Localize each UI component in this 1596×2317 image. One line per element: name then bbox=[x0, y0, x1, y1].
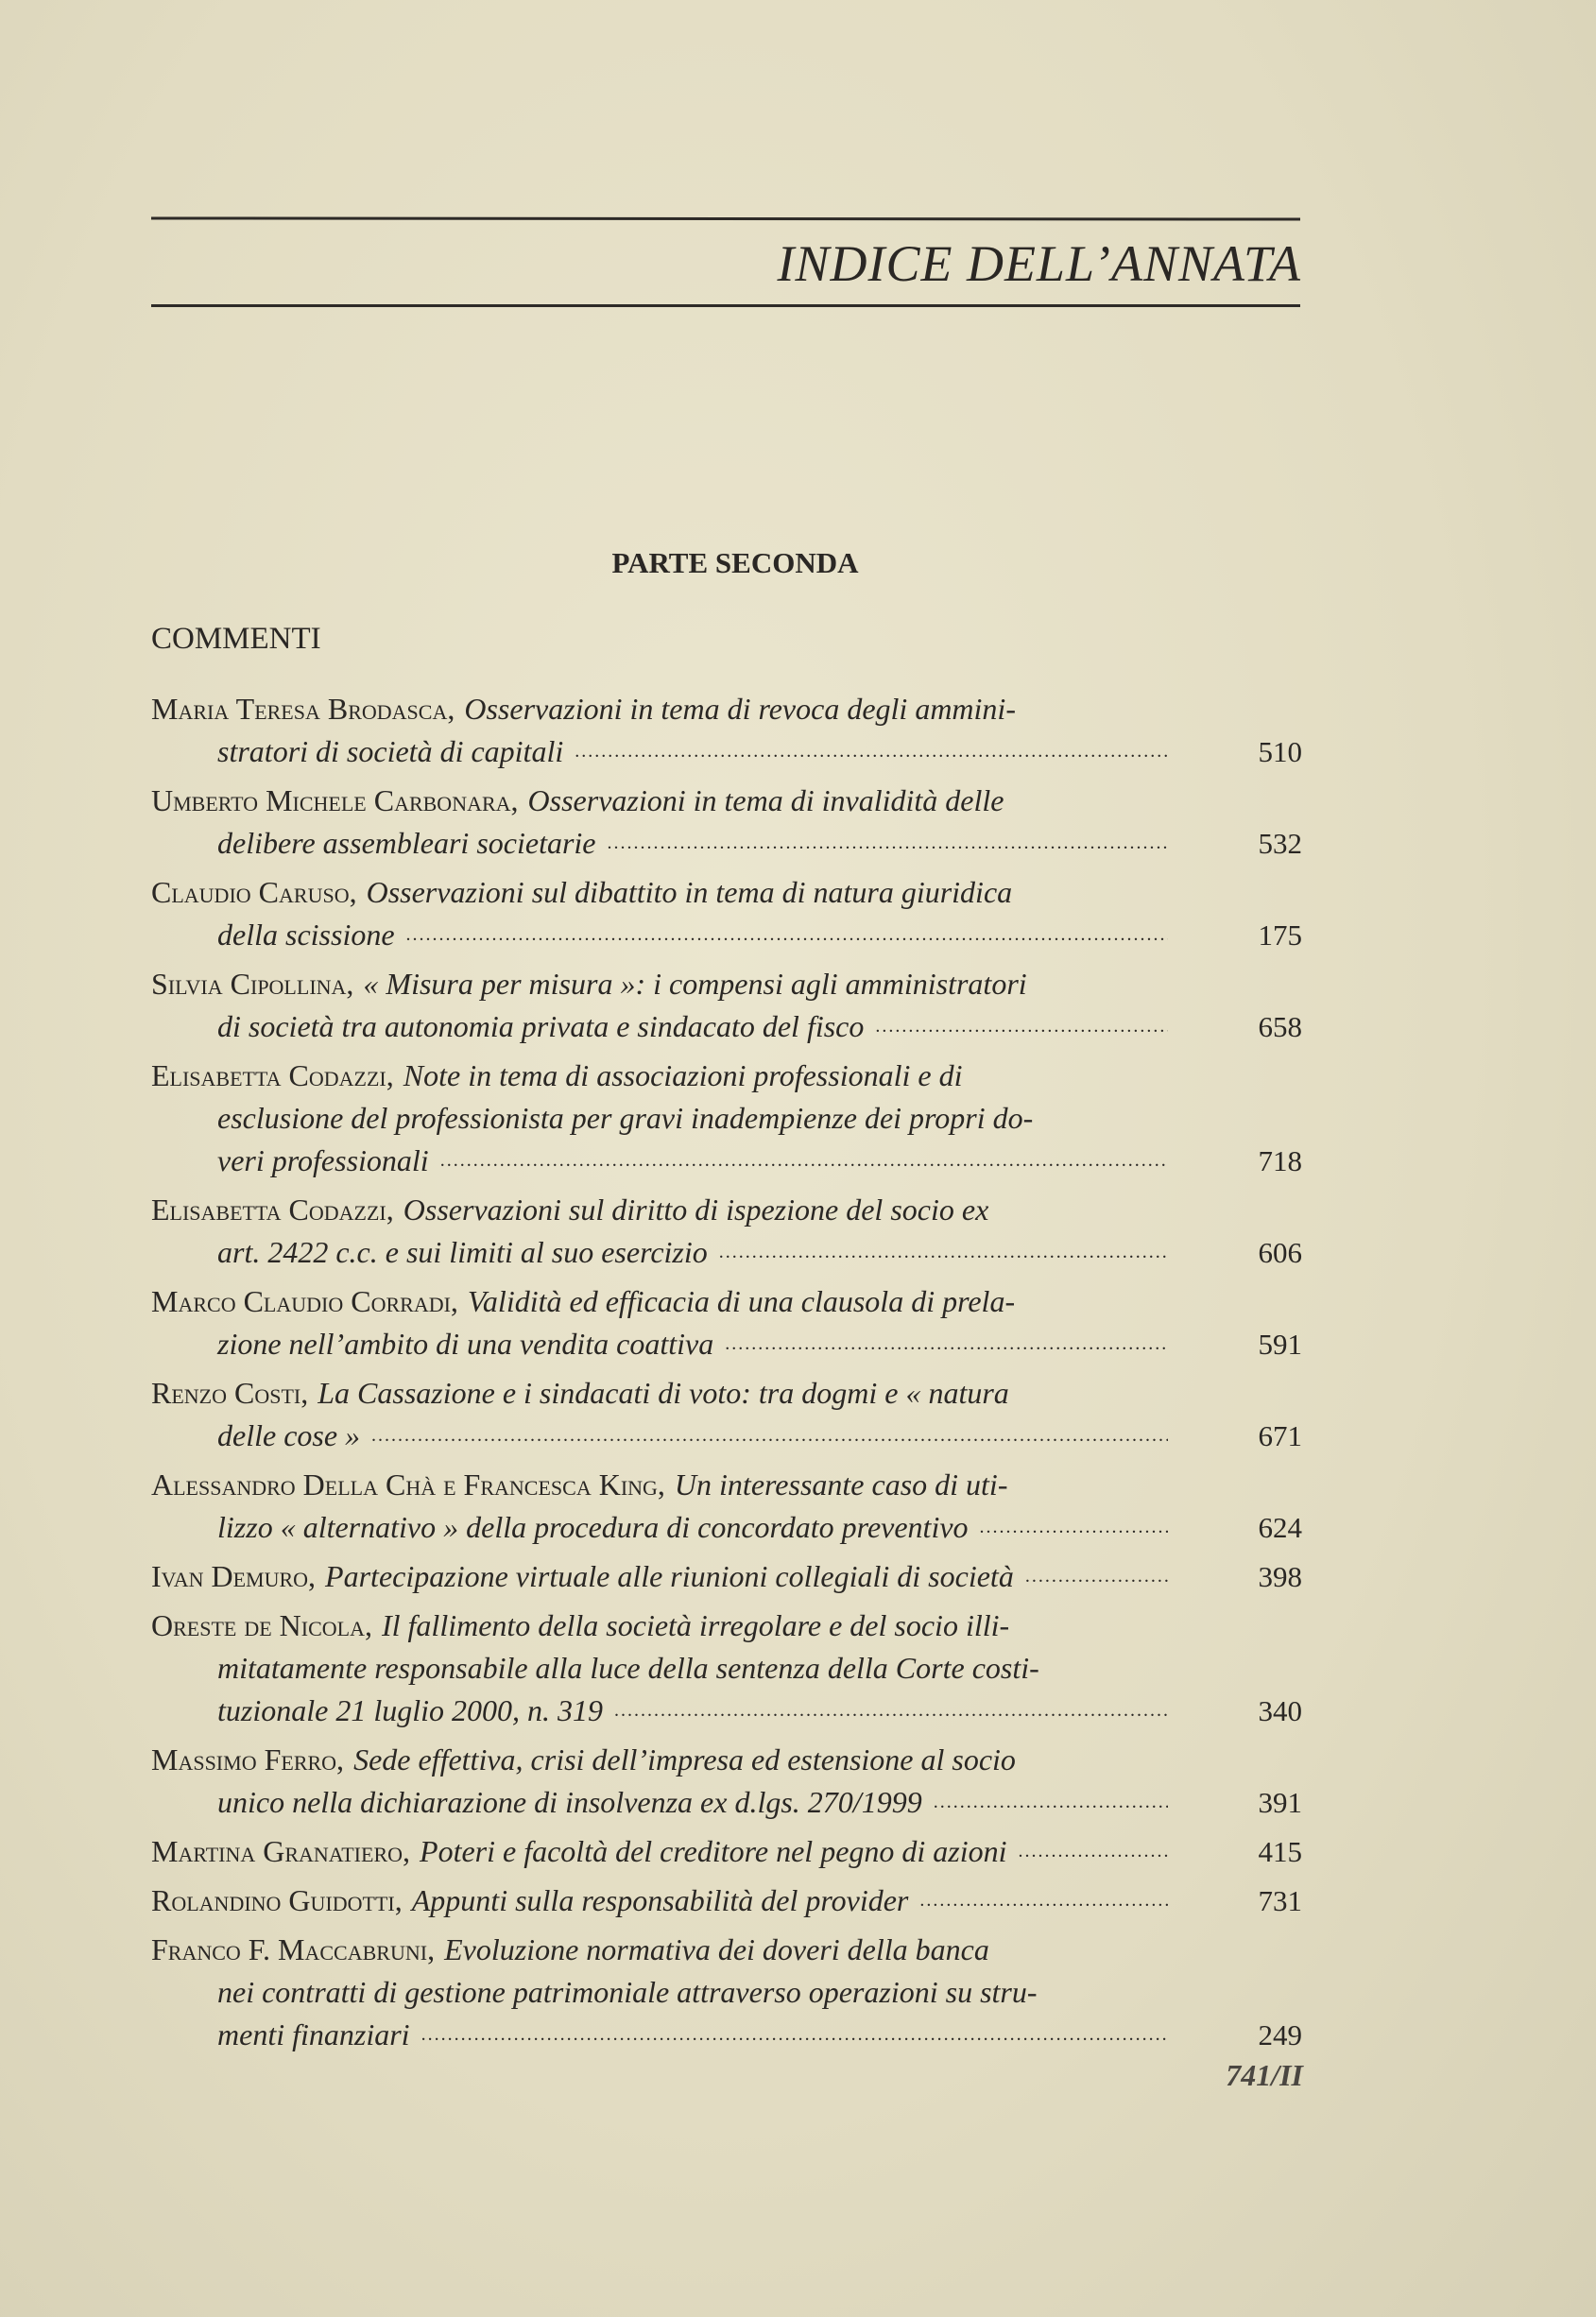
index-entry bbox=[151, 1464, 1302, 1549]
entry-author: Umberto Michele Carbonara, bbox=[151, 783, 519, 817]
entry-line bbox=[151, 1464, 1168, 1506]
dot-leader bbox=[725, 1323, 1168, 1365]
entry-line bbox=[151, 1647, 1168, 1690]
entry-title-line: Note in tema di associazioni professionali e di bbox=[403, 1058, 963, 1092]
entry-line bbox=[151, 1055, 1168, 1097]
entry-title-line: zione nell’ambito di una vendita coattiva bbox=[217, 1327, 714, 1361]
dot-leader bbox=[875, 1005, 1168, 1048]
entry-page-number: 415 bbox=[1258, 1835, 1302, 1868]
index-entry bbox=[151, 1372, 1302, 1457]
entry-title-line: Osservazioni in tema di invalidità delle bbox=[527, 783, 1004, 817]
entry-line bbox=[151, 1231, 1168, 1274]
entry-author: Silvia Cipollina, bbox=[151, 967, 354, 1001]
entry-title-line: Osservazioni sul diritto di ispezione del socio ex bbox=[403, 1193, 989, 1227]
entry-author: Renzo Costi, bbox=[151, 1376, 309, 1410]
entry-title-line: Poteri e facoltà del creditore nel pegno di azioni bbox=[420, 1834, 1007, 1868]
entry-line bbox=[151, 1879, 1168, 1922]
part-heading: PARTE SECONDA bbox=[611, 546, 859, 579]
entry-line bbox=[151, 1605, 1168, 1647]
entry-page-number: 671 bbox=[1258, 1419, 1302, 1452]
entry-line bbox=[151, 1739, 1168, 1781]
entry-page-number: 658 bbox=[1258, 1010, 1302, 1043]
entry-author: Martina Granatiero, bbox=[151, 1834, 411, 1868]
entry-line bbox=[151, 1189, 1168, 1231]
entry-title-line: veri professionali bbox=[217, 1143, 429, 1177]
entry-title-line: delibere assembleari societarie bbox=[217, 826, 596, 860]
entry-title-line: Appunti sulla responsabilità del provider bbox=[411, 1883, 909, 1917]
entry-line bbox=[151, 871, 1168, 914]
entry-title-line: La Cassazione e i sindacati di voto: tra dogmi e « natura bbox=[317, 1376, 1009, 1410]
dot-leader bbox=[440, 1140, 1168, 1182]
entry-line bbox=[151, 1555, 1168, 1598]
index-entry bbox=[151, 1605, 1302, 1732]
entry-line bbox=[151, 1005, 1168, 1048]
entry-title-line: Sede effettiva, crisi dell’impresa ed estensione al socio bbox=[353, 1742, 1016, 1776]
entry-title-line: unico nella dichiarazione di insolvenza ex d.lgs. 270/1999 bbox=[217, 1785, 922, 1819]
entry-line bbox=[151, 1097, 1168, 1140]
entry-line bbox=[151, 688, 1168, 730]
dot-leader bbox=[934, 1781, 1168, 1824]
entry-author: Maria Teresa Brodasca, bbox=[151, 692, 455, 726]
entry-page-number: 624 bbox=[1258, 1511, 1302, 1544]
index-entry bbox=[151, 1555, 1302, 1598]
entry-line bbox=[151, 1372, 1168, 1415]
index-entry bbox=[151, 1055, 1302, 1182]
entry-title-line: Evoluzione normativa dei doveri della banca bbox=[444, 1932, 989, 1966]
entry-line bbox=[151, 730, 1168, 773]
index-entry bbox=[151, 963, 1302, 1048]
entry-line bbox=[151, 1971, 1168, 2014]
entry-line bbox=[151, 2014, 1168, 2056]
entry-page-number: 731 bbox=[1258, 1884, 1302, 1917]
index-entry bbox=[151, 1280, 1302, 1365]
dot-leader bbox=[1019, 1830, 1168, 1873]
entry-page-number: 510 bbox=[1258, 735, 1302, 768]
entry-page-number: 249 bbox=[1258, 2018, 1302, 2051]
entry-author: Alessandro Della Chà e Francesca King, bbox=[151, 1467, 665, 1502]
entry-author: Claudio Caruso, bbox=[151, 875, 357, 909]
entry-title-line: Osservazioni sul dibattito in tema di natura giuridica bbox=[366, 875, 1013, 909]
entry-title-line: lizzo « alternativo » della procedura di concordato preventivo bbox=[217, 1510, 969, 1544]
entry-line bbox=[151, 1506, 1168, 1549]
dot-leader bbox=[608, 822, 1169, 865]
index-entry bbox=[151, 1189, 1302, 1274]
entry-page-number: 175 bbox=[1258, 918, 1302, 952]
entry-title-line: stratori di società di capitali bbox=[217, 734, 564, 768]
page-title: INDICE DELL’ANNATA bbox=[777, 235, 1301, 292]
index-entry bbox=[151, 1879, 1302, 1922]
entry-line bbox=[151, 1830, 1168, 1873]
entry-title-line: menti finanziari bbox=[217, 2017, 410, 2051]
index-entry bbox=[151, 780, 1302, 865]
entry-title-line: mitatamente responsabile alla luce della sentenza della Corte costi- bbox=[217, 1651, 1039, 1685]
entry-author: Elisabetta Codazzi, bbox=[151, 1193, 394, 1227]
entry-page-number: 606 bbox=[1258, 1236, 1302, 1269]
entry-author: Franco F. Maccabruni, bbox=[151, 1932, 436, 1966]
entry-title-line: di società tra autonomia privata e sindacato del fisco bbox=[217, 1009, 865, 1043]
dot-leader bbox=[421, 2014, 1168, 2056]
entry-title-line: Validità ed efficacia di una clausola di prela- bbox=[467, 1284, 1016, 1318]
entry-line bbox=[151, 1140, 1168, 1182]
index-entry bbox=[151, 1929, 1302, 2056]
entry-line bbox=[151, 1415, 1168, 1457]
entry-title-line: Il fallimento della società irregolare e del socio illi- bbox=[381, 1608, 1010, 1642]
entry-page-number: 391 bbox=[1258, 1786, 1302, 1819]
entry-page-number: 398 bbox=[1258, 1560, 1302, 1593]
entry-line bbox=[151, 963, 1168, 1005]
dot-leader bbox=[980, 1506, 1168, 1549]
entry-author: Massimo Ferro, bbox=[151, 1742, 345, 1776]
entry-title-line: delle cose » bbox=[217, 1418, 361, 1452]
entry-line bbox=[151, 1280, 1168, 1323]
dot-leader bbox=[1025, 1555, 1168, 1598]
entry-title-line: art. 2422 c.c. e sui limiti al suo esercizio bbox=[217, 1235, 708, 1269]
entry-line bbox=[151, 780, 1168, 822]
entry-author: Marco Claudio Corradi, bbox=[151, 1284, 458, 1318]
entry-author: Ivan Demuro, bbox=[151, 1559, 317, 1593]
entry-author: Oreste de Nicola, bbox=[151, 1608, 372, 1642]
entry-title-line: Osservazioni in tema di revoca degli ammini- bbox=[464, 692, 1016, 726]
entry-title-line: esclusione del professionista per gravi inadempienze dei propri do- bbox=[217, 1101, 1034, 1135]
entry-line bbox=[151, 1781, 1168, 1824]
dot-leader bbox=[719, 1231, 1168, 1274]
entry-line bbox=[151, 914, 1168, 956]
entry-title-line: tuzionale 21 luglio 2000, n. 319 bbox=[217, 1693, 603, 1727]
entry-page-number: 591 bbox=[1258, 1328, 1302, 1361]
entry-line bbox=[151, 822, 1168, 865]
entry-line bbox=[151, 1929, 1168, 1971]
index-entry bbox=[151, 1830, 1302, 1873]
entry-author: Rolandino Guidotti, bbox=[151, 1883, 403, 1917]
index-entry bbox=[151, 871, 1302, 956]
dot-leader bbox=[919, 1879, 1168, 1922]
section-heading: COMMENTI bbox=[151, 622, 321, 656]
index-entry bbox=[151, 688, 1302, 773]
index-entry bbox=[151, 1739, 1302, 1824]
entry-page-number: 718 bbox=[1258, 1144, 1302, 1177]
dot-leader bbox=[575, 730, 1168, 773]
entry-title-line: nei contratti di gestione patrimoniale attraverso operazioni su stru- bbox=[217, 1975, 1038, 2009]
entry-line bbox=[151, 1323, 1168, 1365]
dot-leader bbox=[406, 914, 1168, 956]
entry-page-number: 340 bbox=[1258, 1694, 1302, 1727]
index-list bbox=[151, 688, 1302, 2063]
entry-author: Elisabetta Codazzi, bbox=[151, 1058, 394, 1092]
entry-title-line: della scissione bbox=[217, 918, 395, 952]
entry-page-number: 532 bbox=[1258, 827, 1302, 860]
entry-title-line: Un interessante caso di uti- bbox=[674, 1467, 1008, 1502]
entry-title-line: Partecipazione virtuale alle riunioni collegiali di società bbox=[325, 1559, 1014, 1593]
entry-title-line: « Misura per misura »: i compensi agli amministratori bbox=[363, 967, 1027, 1001]
dot-leader bbox=[371, 1415, 1168, 1457]
entry-line bbox=[151, 1690, 1168, 1732]
page-folio: 741/II bbox=[1226, 2058, 1303, 2092]
dot-leader bbox=[614, 1690, 1168, 1732]
header-rule-bottom bbox=[151, 304, 1300, 307]
